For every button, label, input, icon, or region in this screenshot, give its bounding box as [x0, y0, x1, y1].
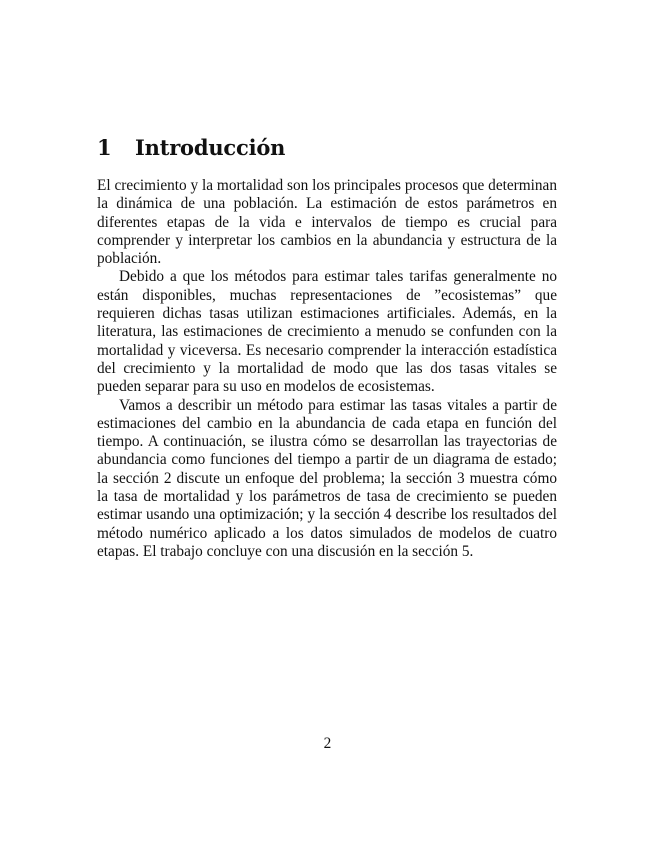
- paragraph: Vamos a describir un método para estimar las tasas vitales a partir de estimaciones del cambio en la abundancia de cada etapa en función del tiempo. A continuación, se ilustra cómo se desarrollan las trayectorias de abundancia como funciones del tiempo a partir de un diagrama de estado; la sección 2 discute un enfoque del problema; la sección 3 muestra cómo la tasa de mortalidad y los parámetros de tasa de crecimiento se pueden estimar usando una optimización; y la sección 4 describe los resultados del método numérico aplicado a los datos simulados de modelos de cuatro etapas. El trabajo concluye con una discusión en la sección 5.: [97, 396, 557, 560]
- section-number: 1: [97, 135, 112, 160]
- section-title: Introducción: [135, 135, 286, 160]
- page-number: 2: [323, 735, 332, 752]
- section-heading: [97, 134, 285, 162]
- paragraph: Debido a que los métodos para estimar tales tarifas generalmente no están disponibles, muchas representaciones de ”ecosistemas” que requieren dichas tasas utilizan estimaciones artificiales. Además, en la literatura, las estimaciones de crecimiento a menudo se confunden con la mortalidad y viceversa. Es necesario comprender la interacción estadística del crecimiento y la mortalidad de modo que las dos tasas vitales se pueden separar para su uso en modelos de ecosistemas.: [97, 268, 557, 396]
- paragraph: El crecimiento y la mortalidad son los principales procesos que determinan la dinámica de una población. La estimación de estos parámetros en diferentes etapas de la vida e intervalos de tiempo es crucial para comprender y interpretar los cambios en la abundancia y estructura de la población.: [97, 177, 557, 268]
- section-body: [97, 177, 557, 561]
